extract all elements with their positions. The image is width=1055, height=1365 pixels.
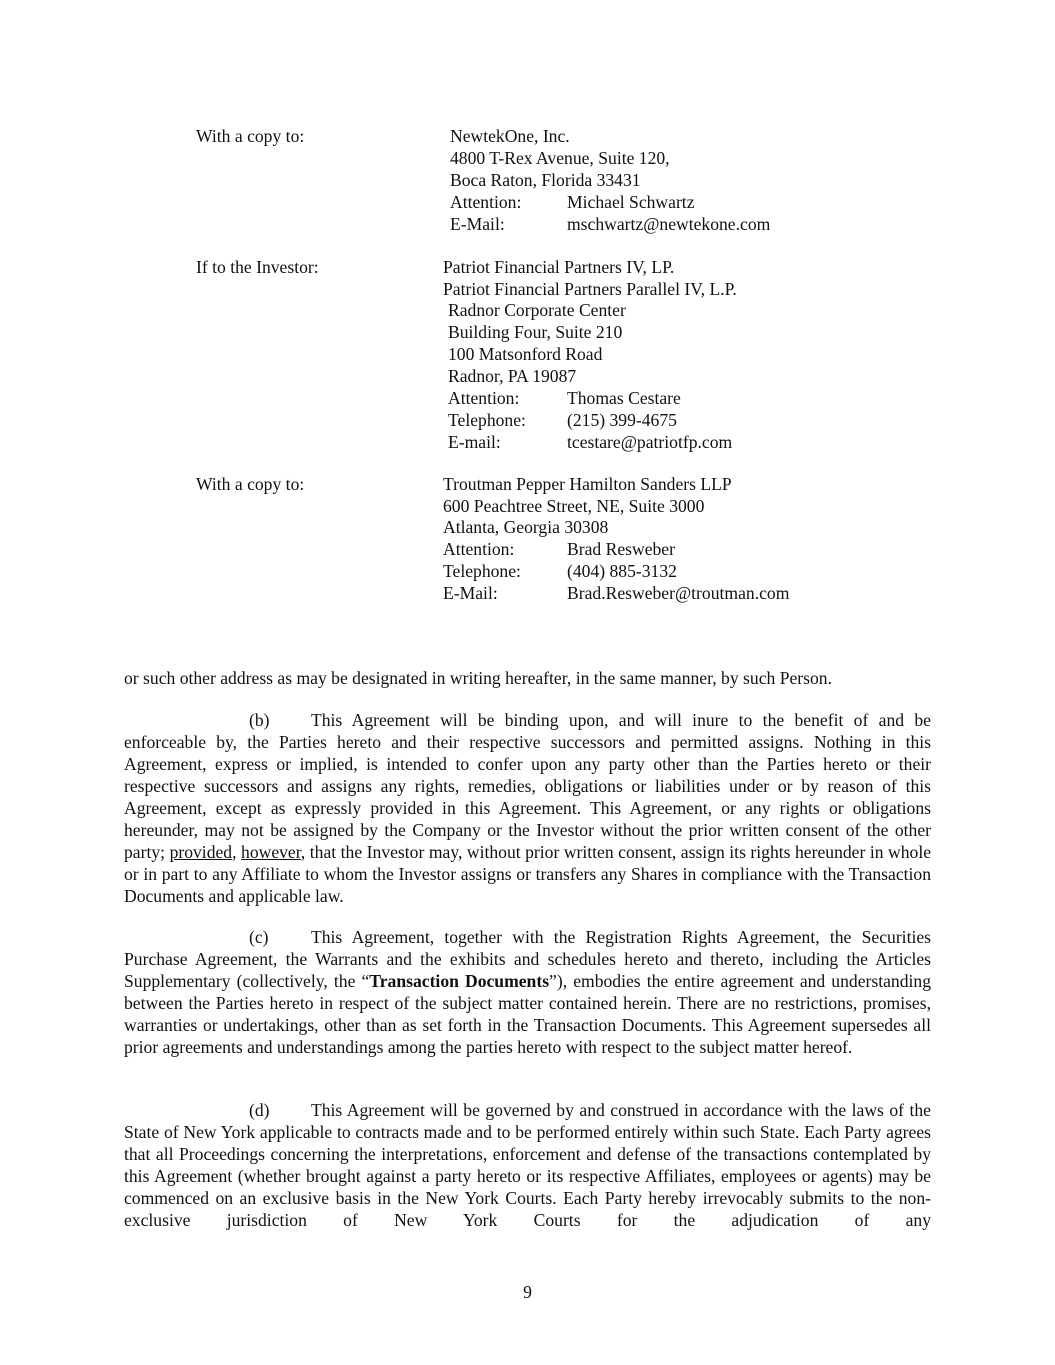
contact-value: tcestare@patriotfp.com: [567, 432, 733, 452]
address-line: Radnor, PA 19087: [448, 366, 577, 386]
provided-term: provided: [169, 842, 233, 862]
contact-line: [443, 538, 675, 560]
address-line: 4800 T-Rex Avenue, Suite 120,: [450, 148, 670, 168]
contact-key: E-mail:: [448, 432, 501, 452]
contact-key: Attention:: [450, 192, 522, 212]
contact-line: [443, 560, 677, 582]
contact-key: E-Mail:: [450, 214, 505, 234]
paragraph-text: This Agreement will be binding upon, and will inure to the benefit of and be enforceable by, the Parties hereto and their respective successors and permitted assigns. Nothing in this Agreement, express or implied, is intended to confer upon any party other than the Parties hereto or their respective successors and assigns any rights, remedies, obligations or liabilities under or by reason of this Agreement, except as expressly provided in this Agreement. This Agreement, or any rights or obligations hereunder, may not be assigned by the Company or the Investor without the prior written consent of the other party;: [124, 710, 931, 862]
contact-line: [448, 387, 681, 409]
however-term: however: [241, 842, 301, 862]
contact-key: Attention:: [448, 388, 520, 408]
paragraph-marker: (b): [249, 710, 270, 730]
contact-value: Brad Resweber: [567, 539, 675, 559]
paragraph-marker: (d): [249, 1100, 270, 1120]
contact-line: [448, 431, 732, 453]
contact-value: mschwartz@newtekone.com: [567, 214, 771, 234]
notice-label-investor-copy: With a copy to:: [196, 474, 305, 494]
paragraph-d: [124, 1099, 931, 1231]
entity-line: Patriot Financial Partners Parallel IV, L.P.: [443, 279, 737, 299]
paragraph-text: This Agreement will be governed by and construed in accordance with the laws of the State of New York applicable to contracts made and to be performed entirely within such State. Each Party agrees that all Proceedings concerning the interpretations, enforcement and defense of the transactions contemplated by this Agreement (whether brought against a party hereto or its respective Affiliates, employees or agents) may be commenced on an exclusive basis in the New York Courts. Each Party hereby irrevocably submits to the non-exclusive jurisdiction of New York Courts for the adjudication of any: [124, 1100, 931, 1230]
contact-value: (404) 885-3132: [567, 561, 677, 581]
address-line: NewtekOne, Inc.: [450, 126, 570, 146]
contact-key: E-Mail:: [443, 583, 498, 603]
contact-line: [443, 582, 789, 604]
address-line: 100 Matsonford Road: [448, 344, 603, 364]
notice-label-investor: If to the Investor:: [196, 257, 319, 277]
contact-value: Michael Schwartz: [567, 192, 695, 212]
paragraph-text: , that the Investor may, without prior written consent, assign its rights hereunder in whole or in part to any Affiliate to whom the Investor assigns or transfers any Shares in compliance with the Transaction Documents and applicable law.: [124, 842, 932, 906]
contact-key: Telephone:: [448, 410, 526, 430]
closing-line: or such other address as may be designated in writing hereafter, in the same manner, by such Person.: [124, 668, 832, 688]
address-line: Radnor Corporate Center: [448, 300, 626, 320]
page-number: 9: [523, 1282, 532, 1302]
contact-value: (215) 399-4675: [567, 410, 677, 430]
entity-line: Patriot Financial Partners IV, LP.: [443, 257, 675, 277]
defined-term: Transaction Documents: [369, 971, 550, 991]
address-line: Troutman Pepper Hamilton Sanders LLP: [443, 474, 732, 494]
contact-key: Attention:: [443, 539, 515, 559]
contact-line: [450, 213, 770, 235]
address-line: Atlanta, Georgia 30308: [443, 517, 609, 537]
paragraph-text: This Agreement, together with the Registration Rights Agreement, the Securities Purchase Agreement, the Warrants and the exhibits and schedules hereto and thereto, including the Articles Supplementary (collectively, the “: [124, 927, 931, 991]
notice-label-company-copy: With a copy to:: [196, 126, 305, 146]
contact-value: Brad.Resweber@troutman.com: [567, 583, 790, 603]
contact-line: [450, 191, 695, 213]
paragraph-marker: (c): [249, 927, 269, 947]
paragraph-c: [124, 926, 931, 1058]
contact-value: Thomas Cestare: [567, 388, 681, 408]
address-line: 600 Peachtree Street, NE, Suite 3000: [443, 496, 705, 516]
contact-line: [448, 409, 677, 431]
paragraph-b: (b) This Agreement will be binding upon, and will inure to the benefit of and be enforceable by, the Parties hereto and their respective successors and permitted assigns. Nothing in this Agreement, express or implied, is intended to confer upon any party other than the Parties hereto or their respective successors and assigns any rights, remedies, obligations or liabilities under or by reason of this Agreement, except as expressly provided in this Agreement. This Agreement, or any rights or obligations hereunder, may not be assigned by the Company or the Investor without the prior written consent of the other party; provided, however, that the Investor may, without prior written consent, assign its rights hereunder in whole or in part to any Affiliate to whom the Investor assigns or transfers any Shares in compliance with the Transaction Documents and applicable law.: [124, 710, 932, 906]
address-line: Boca Raton, Florida 33431: [450, 170, 641, 190]
contact-key: Telephone:: [443, 561, 521, 581]
paragraph-text: ”), embodies the entire agreement and understanding between the Parties hereto in respect of the subject matter contained herein. There are no restrictions, promises, warranties or undertakings, other than as set forth in the Transaction Documents. This Agreement supersedes all prior agreements and understandings among the parties hereto with respect to the subject matter hereof.: [124, 971, 931, 1057]
address-line: Building Four, Suite 210: [448, 322, 623, 342]
